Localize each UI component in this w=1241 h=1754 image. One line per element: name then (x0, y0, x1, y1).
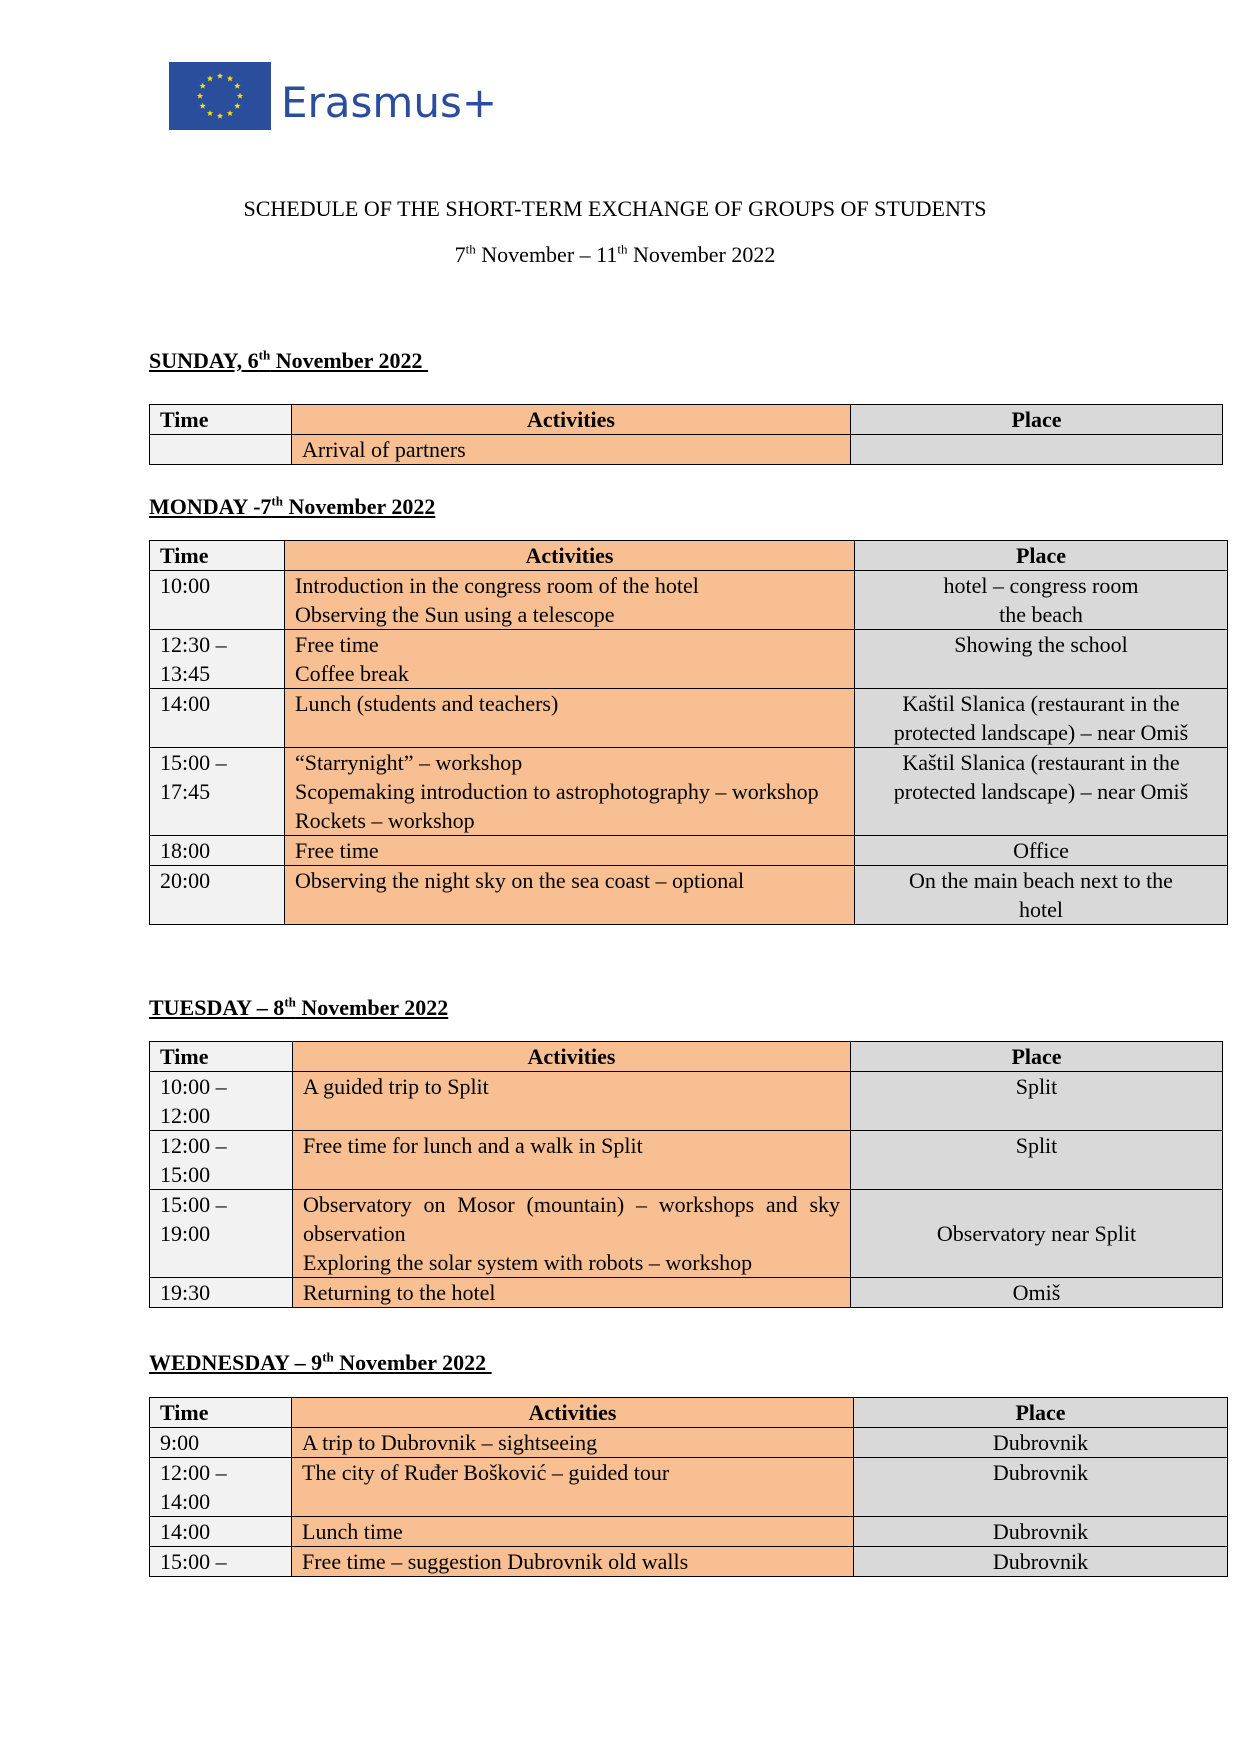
time-cell: 18:00 (150, 836, 285, 866)
activities-cell (285, 866, 855, 925)
schedule-table-tuesday (149, 1041, 1223, 1308)
place-cell (854, 1517, 1228, 1547)
time-text: 19:00 (160, 1221, 211, 1246)
time-text: 12:00 – (160, 1460, 227, 1485)
place-text: protected landscape) – near Omiš (893, 779, 1189, 804)
place-text: Split (1015, 1074, 1058, 1099)
place-text: Dubrovnik (992, 1549, 1089, 1574)
column-header-activities: Activities (293, 1042, 851, 1072)
time-cell (150, 748, 285, 836)
page-title: SCHEDULE OF THE SHORT-TERM EXCHANGE OF GROUPS OF STUDENTS (243, 196, 987, 221)
table-row (150, 1131, 1223, 1190)
eu-flag-icon (169, 62, 271, 130)
activity-text: Lunch time (302, 1519, 403, 1544)
time-cell: 15:00 – (150, 1547, 292, 1577)
time-cell (150, 630, 285, 689)
activity-text: “Starrynight” – workshop (295, 750, 523, 775)
place-cell (855, 689, 1228, 748)
table-header-row (150, 1042, 1223, 1072)
activities-cell (285, 748, 855, 836)
place-cell (855, 748, 1228, 836)
column-header-place: Place (854, 1398, 1228, 1428)
activities-cell (292, 1428, 854, 1458)
activities-cell (285, 689, 855, 748)
time-cell: 19:30 (150, 1278, 293, 1308)
column-header-activities: Activities (292, 1398, 854, 1428)
activity-text: Introduction in the congress room of the hotel (295, 573, 699, 598)
place-text: Kaštil Slanica (restaurant in the (902, 691, 1180, 716)
day-heading-wednesday: WEDNESDAY – 9th November 2022 (149, 1349, 487, 1375)
activities-cell (293, 1131, 851, 1190)
time-cell (150, 1458, 292, 1517)
activity-text: Observing the Sun using a telescope (295, 602, 615, 627)
place-cell (851, 1072, 1223, 1131)
place-text: Dubrovnik (992, 1460, 1089, 1485)
place-text: protected landscape) – near Omiš (893, 720, 1189, 745)
activity-text: Lunch (students and teachers) (295, 691, 559, 716)
activity-text: Free time (295, 838, 379, 863)
time-text: 10:00 – (160, 1074, 227, 1099)
time-text: 14:00 (160, 1489, 211, 1514)
activity-text: Scopemaking introduction to astrophotography – workshop (295, 779, 819, 804)
time-text: 13:45 (160, 661, 211, 686)
activities-cell (293, 1190, 851, 1278)
place-text: the beach (999, 602, 1083, 627)
time-cell (150, 1072, 293, 1131)
time-cell: 14:00 (150, 689, 285, 748)
activity-text: Free time for lunch and a walk in Split (303, 1133, 643, 1158)
activity-text: A trip to Dubrovnik – sightseeing (302, 1430, 598, 1455)
time-text: 12:00 (160, 1103, 211, 1128)
star-icon (227, 75, 233, 81)
column-header-time: Time (150, 1042, 293, 1072)
table-header-row (150, 405, 1223, 435)
place-text: hotel – congress room (943, 573, 1139, 598)
table-row (150, 1190, 1223, 1278)
column-header-time: Time (150, 405, 292, 435)
table-row (150, 435, 1223, 465)
table-row (150, 1517, 1228, 1547)
star-icon (217, 113, 223, 119)
star-icon (237, 93, 243, 99)
time-cell (150, 435, 292, 465)
erasmus-logo (169, 62, 497, 130)
activities-cell (285, 571, 855, 630)
place-text: Omiš (1012, 1280, 1061, 1305)
table-header-row (150, 1398, 1228, 1428)
place-cell (851, 1190, 1223, 1278)
place-cell (851, 1278, 1223, 1308)
time-cell: 10:00 (150, 571, 285, 630)
activity-text: Rockets – workshop (295, 808, 475, 833)
star-icon (207, 110, 213, 116)
place-cell (854, 1428, 1228, 1458)
time-text: 17:45 (160, 779, 211, 804)
activity-text: Observatory on Mosor (mountain) – workshops and sky observation (303, 1192, 840, 1246)
table-row (150, 1072, 1223, 1131)
place-cell (855, 866, 1228, 925)
place-text: Office (1013, 838, 1069, 863)
activity-text: Arrival of partners (302, 437, 466, 462)
place-text: On the main beach next to the (909, 868, 1173, 893)
activity-text: Returning to the hotel (303, 1280, 496, 1305)
table-row (150, 630, 1228, 689)
activities-cell (292, 1458, 854, 1517)
activity-text: Free time – suggestion Dubrovnik old walls (302, 1549, 689, 1574)
time-cell (150, 1131, 293, 1190)
activities-cell (285, 836, 855, 866)
table-row (150, 1547, 1228, 1577)
table-row (150, 1458, 1228, 1517)
place-text: Dubrovnik (992, 1430, 1089, 1455)
time-cell: 9:00 (150, 1428, 292, 1458)
logo-text: Erasmus+ (281, 78, 498, 127)
schedule-table-sunday (149, 404, 1223, 465)
day-heading-monday: MONDAY -7th November 2022 (149, 493, 436, 519)
place-cell (851, 435, 1223, 465)
table-row (150, 1278, 1223, 1308)
time-text: 15:00 (160, 1162, 211, 1187)
place-cell (854, 1547, 1228, 1577)
column-header-time: Time (150, 1398, 292, 1428)
activities-cell (285, 630, 855, 689)
place-text: Kaštil Slanica (restaurant in the (902, 750, 1180, 775)
table-row (150, 571, 1228, 630)
time-text: 15:00 – (160, 750, 227, 775)
place-text: hotel (1019, 897, 1063, 922)
column-header-place: Place (855, 541, 1228, 571)
time-text: 12:00 – (160, 1133, 227, 1158)
star-icon (234, 103, 240, 109)
column-header-activities: Activities (292, 405, 851, 435)
column-header-place: Place (851, 405, 1223, 435)
activities-cell (293, 1278, 851, 1308)
table-row (150, 836, 1228, 866)
day-heading-sunday: SUNDAY, 6th November 2022 (149, 347, 423, 373)
place-text: Showing the school (954, 632, 1128, 657)
time-text: 12:30 – (160, 632, 227, 657)
place-cell (855, 571, 1228, 630)
star-icon (197, 93, 203, 99)
star-icon (234, 83, 240, 89)
place-cell (851, 1131, 1223, 1190)
time-text: 15:00 – (160, 1192, 227, 1217)
place-cell (855, 630, 1228, 689)
place-text: Split (1015, 1133, 1058, 1158)
column-header-activities: Activities (285, 541, 855, 571)
place-text: Dubrovnik (992, 1519, 1089, 1544)
table-row (150, 689, 1228, 748)
time-cell: 20:00 (150, 866, 285, 925)
date-range: 7th November – 11th November 2022 (454, 241, 776, 267)
activity-text: A guided trip to Split (303, 1074, 489, 1099)
star-icon (227, 110, 233, 116)
time-cell: 14:00 (150, 1517, 292, 1547)
activities-cell (292, 1517, 854, 1547)
star-icon (217, 73, 223, 79)
star-icon (207, 75, 213, 81)
column-header-time: Time (150, 541, 285, 571)
activity-text: Observing the night sky on the sea coast – optional (295, 868, 745, 893)
column-header-place: Place (851, 1042, 1223, 1072)
activity-text: Exploring the solar system with robots – workshop (303, 1250, 753, 1275)
schedule-table-wednesday (149, 1397, 1228, 1577)
time-cell (150, 1190, 293, 1278)
activities-cell (292, 435, 851, 465)
place-cell (855, 836, 1228, 866)
star-icon (199, 103, 205, 109)
table-row (150, 748, 1228, 836)
place-cell (854, 1458, 1228, 1517)
activity-text: Coffee break (295, 661, 409, 686)
star-icon (199, 83, 205, 89)
activity-text: The city of Ruđer Bošković – guided tour (302, 1460, 670, 1485)
schedule-table-monday (149, 540, 1228, 925)
table-header-row (150, 541, 1228, 571)
activity-text: Free time (295, 632, 379, 657)
place-text: Observatory near Split (936, 1221, 1137, 1246)
activities-cell (293, 1072, 851, 1131)
table-row (150, 1428, 1228, 1458)
activities-cell (292, 1547, 854, 1577)
table-row (150, 866, 1228, 925)
day-heading-tuesday: TUESDAY – 8th November 2022 (149, 994, 449, 1020)
